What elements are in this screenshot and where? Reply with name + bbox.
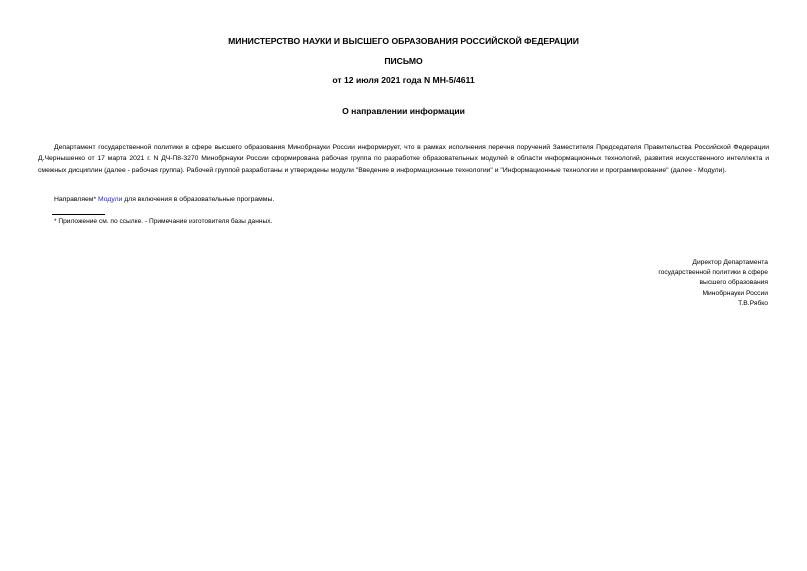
ministry-heading: МИНИСТЕРСТВО НАУКИ И ВЫСШЕГО ОБРАЗОВАНИЯ РОССИЙСКОЙ ФЕДЕРАЦИИ — [228, 36, 579, 46]
body-paragraph-2 — [38, 194, 769, 205]
signature-line-3: высшего образования — [699, 279, 768, 287]
modules-link[interactable]: Модули — [98, 196, 123, 203]
signature-line-2: государственной политики в сфере — [658, 269, 768, 277]
signature-line-4: Минобрнауки России — [702, 289, 768, 297]
document-subject: О направлении информации — [342, 106, 465, 116]
body-paragraph-1: Департамент государственной политики в сфере высшего образования Минобрнауки России информирует, что в рамках исполнения перечня поручений Заместителя Председателя Правительства Российской Федерации Д.Чернышенко от 17 марта 2021 г. N ДЧ-П8-3270 Минобрнауки России сформирована рабочая группа по разработке образовательных модулей в области информационных технологий, развития искусственного интеллекта и смежных дисциплин (далее - рабочая группа). Рабочей группой разработаны и утверждены модули "Введение в информационные технологии" и "Информационные технологии и программирование" (далее - Модули). — [38, 144, 769, 174]
footnote-text: * Приложение см. по ссылке. - Примечание изготовителя базы данных. — [54, 218, 273, 225]
signature-name: Т.В.Рябко — [738, 299, 768, 307]
footnote-separator — [52, 214, 105, 215]
paragraph-2-lead: Направляем* — [54, 196, 97, 203]
document-date-number: от 12 июля 2021 года N МН-5/4611 — [332, 75, 475, 85]
paragraph-2-tail: для включения в образовательные программы. — [124, 196, 275, 203]
signature-line-1: Директор Департамента — [692, 259, 768, 266]
document-type-heading: ПИСЬМО — [384, 56, 423, 66]
signature-block — [658, 258, 768, 309]
